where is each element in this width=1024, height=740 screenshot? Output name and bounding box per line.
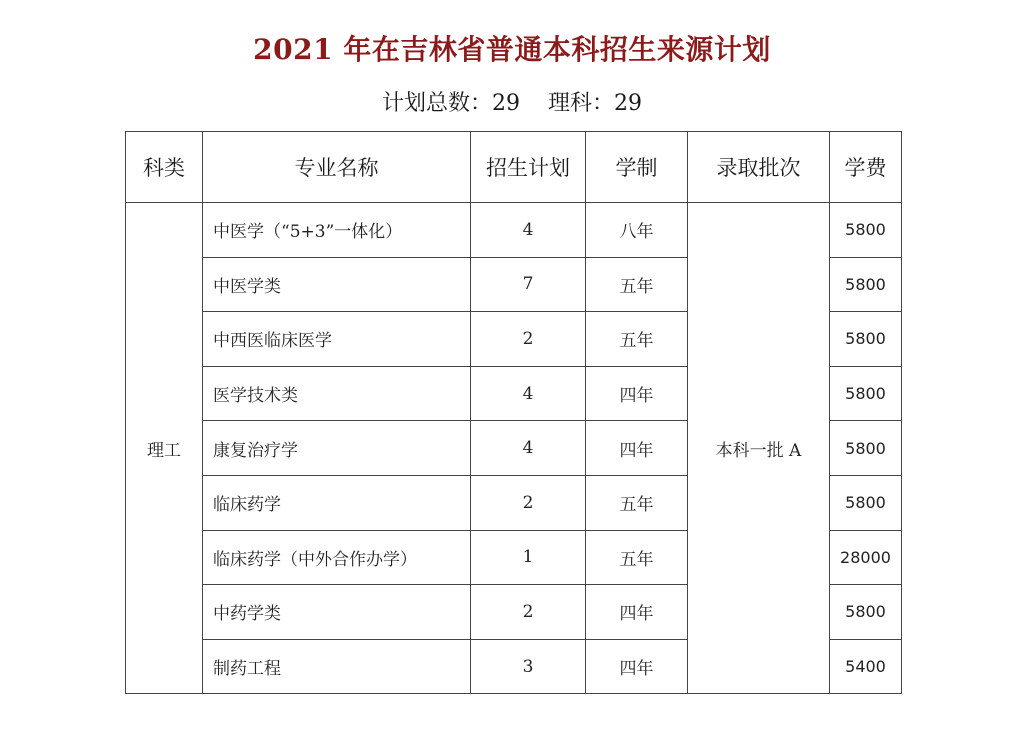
major-cell: 临床药学（中外合作办学） [203,530,471,585]
fee-cell: 28000 [830,530,902,585]
plan-cell: 4 [471,203,586,258]
fee-cell: 5800 [830,257,902,312]
major-cell: 医学技术类 [203,366,471,421]
header-batch: 录取批次 [688,132,830,203]
major-cell: 制药工程 [203,639,471,694]
plan-cell: 3 [471,639,586,694]
duration-cell: 四年 [586,366,688,421]
category-cell: 理工 [126,203,203,694]
fee-cell: 5800 [830,312,902,367]
header-duration: 学制 [586,132,688,203]
science-value: 29 [614,91,643,116]
duration-cell: 四年 [586,639,688,694]
enrollment-plan-table [125,131,902,694]
fee-cell: 5800 [830,366,902,421]
major-cell: 康复治疗学 [203,421,471,476]
total-value: 29 [492,91,520,116]
fee-cell: 5800 [830,475,902,530]
duration-cell: 五年 [586,475,688,530]
major-cell: 中医学类 [203,257,471,312]
plan-cell: 4 [471,366,586,421]
fee-cell: 5800 [830,585,902,640]
duration-cell: 五年 [586,257,688,312]
header-fee: 学费 [830,132,902,203]
major-cell: 中西医临床医学 [203,312,471,367]
fee-cell: 5800 [830,203,902,258]
batch-cell: 本科一批 A [688,203,830,694]
duration-cell: 四年 [586,585,688,640]
major-cell: 中药学类 [203,585,471,640]
science-label: 理科： [548,91,615,116]
duration-cell: 四年 [586,421,688,476]
page-title: 2021 年在吉林省普通本科招生来源计划 [253,33,771,66]
header-plan: 招生计划 [471,132,586,203]
header-category: 科类 [126,132,203,203]
duration-cell: 五年 [586,530,688,585]
header-major: 专业名称 [203,132,471,203]
plan-cell: 2 [471,312,586,367]
fee-cell: 5800 [830,421,902,476]
plan-summary [0,88,1024,120]
plan-cell: 2 [471,585,586,640]
duration-cell: 八年 [586,203,688,258]
plan-cell: 7 [471,257,586,312]
plan-cell: 1 [471,530,586,585]
fee-cell: 5400 [830,639,902,694]
total-label: 计划总数： [381,91,492,116]
table-header-row [126,132,902,203]
duration-cell: 五年 [586,312,688,367]
table-row [126,203,902,258]
plan-cell: 2 [471,475,586,530]
major-cell: 临床药学 [203,475,471,530]
major-cell: 中医学（“5+3”一体化） [203,203,471,258]
plan-cell: 4 [471,421,586,476]
